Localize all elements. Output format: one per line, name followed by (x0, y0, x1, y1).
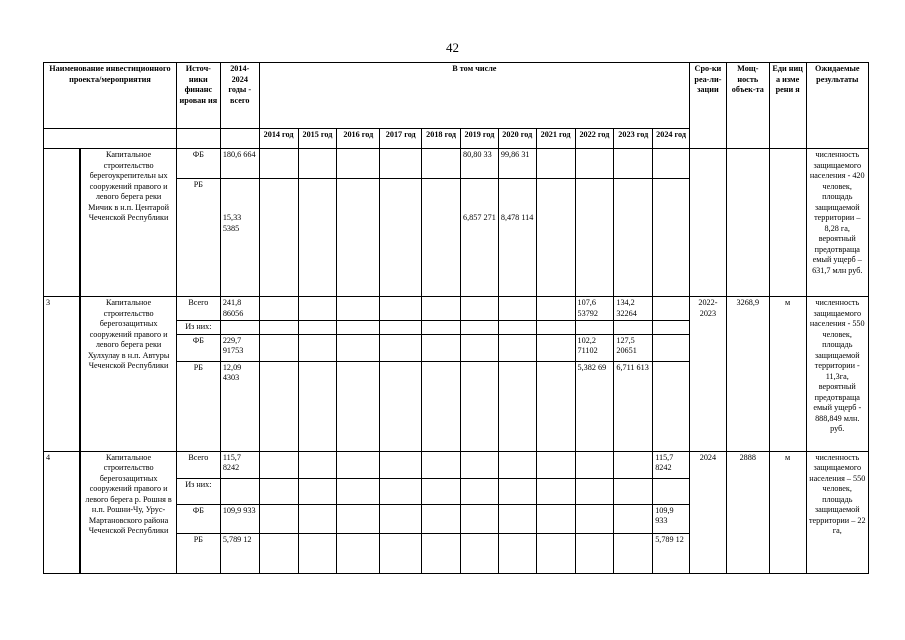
header-total: 2014-2024 годы - всего (220, 63, 259, 129)
source-cell: Всего (176, 297, 220, 321)
value-2020: 8,478 114 (498, 179, 536, 297)
total-cell: 180,6 664 (220, 149, 259, 179)
source-cell: ФБ (176, 149, 220, 179)
results-cell: численность защищаемого населения - 550 человек, площадь защищаемой территории - 11,3га, вероятный предотвраща емый ущерб - 888,849 млн. руб. (806, 297, 868, 452)
header-including: В том числе (259, 63, 689, 129)
value-2020: 99,86 31 (498, 149, 536, 179)
total-cell: 109,9 933 (220, 504, 259, 533)
value-2024: 5,789 12 (653, 533, 690, 573)
source-cell: Всего (176, 451, 220, 478)
header-blank (44, 129, 177, 149)
year-header: 2015 год (298, 129, 337, 149)
row-number-cell (44, 149, 81, 297)
row-number: 4 (44, 451, 81, 573)
capacity-cell: 3268,9 (726, 297, 769, 452)
value-2023: 134,2 32264 (614, 297, 653, 321)
value-2023: 127,5 20651 (614, 334, 653, 361)
unit-cell: м (769, 451, 806, 573)
year-header: 2021 год (536, 129, 575, 149)
terms-cell: 2024 (690, 451, 727, 573)
year-header: 2017 год (380, 129, 422, 149)
value-2023: 6,711 613 (614, 361, 653, 451)
value-2022: 102,2 71102 (575, 334, 614, 361)
header-source: Источ-ники финанс ирован ия (176, 63, 220, 129)
header-terms: Сро-ки реа-ли-зации (690, 63, 727, 149)
source-cell: Из них: (176, 321, 220, 335)
source-cell: РБ (176, 533, 220, 573)
results-cell: численность защищаемого населения - 420 человек, площадь защищаемой территории – 8,28 га, вероятный предотвраща емый ущерб – 631,7 млн руб. (806, 149, 868, 297)
value-2022: 5,382 69 (575, 361, 614, 451)
header-unit: Еди ниц а изме рени я (769, 63, 806, 149)
terms-cell: 2022-2023 (690, 297, 727, 452)
project-name: Капитальное строительство берегозащитных сооружений правого и левого берега реки Хулхулау в н.п. Автуры Чеченской Республики (80, 297, 176, 452)
page-number: 42 (446, 40, 459, 55)
year-header: 2022 год (575, 129, 614, 149)
value-2019: 6,857 271 (461, 179, 499, 297)
value-2024: 109,9 933 (653, 504, 690, 533)
year-header: 2014 год (259, 129, 298, 149)
year-header: 2023 год (614, 129, 653, 149)
header-name: Наименование инвестиционного проекта/мероприятия (44, 63, 177, 129)
value-2024: 115,7 8242 (653, 451, 690, 478)
value-2022: 107,6 53792 (575, 297, 614, 321)
source-cell: ФБ (176, 504, 220, 533)
total-cell: 241,8 86056 (220, 297, 259, 321)
capacity-cell: 2888 (726, 451, 769, 573)
total-cell: 15,33 5385 (220, 179, 259, 297)
source-cell: ФБ (176, 334, 220, 361)
source-cell: РБ (176, 179, 220, 297)
header-blank (176, 129, 220, 149)
source-cell: РБ (176, 361, 220, 451)
total-cell: 115,7 8242 (220, 451, 259, 478)
header-results: Ожидаемые результаты (806, 63, 868, 149)
year-header: 2020 год (498, 129, 536, 149)
project-name: Капитальное строительство берегозащитных сооружений правого и левого берега р. Рошня в н.п. Рошни-Чу, Урус-Мартановского района Чеченской Республики (80, 451, 176, 573)
total-cell: 12,09 4303 (220, 361, 259, 451)
investment-table (43, 62, 869, 574)
value-2019: 80,80 33 (461, 149, 499, 179)
total-cell: 229,7 91753 (220, 334, 259, 361)
source-cell: Из них: (176, 478, 220, 504)
header-blank (220, 129, 259, 149)
row-number: 3 (44, 297, 81, 452)
total-cell: 5,789 12 (220, 533, 259, 573)
unit-cell: м (769, 297, 806, 452)
header-capacity: Мощ-ность объек-та (726, 63, 769, 149)
year-header: 2018 год (422, 129, 461, 149)
project-name: Капитальное строительство берегоукрепительн ых сооружений правого и левого берега реки Мичик в н.п. Центарой Чеченской Республики (80, 149, 176, 297)
year-header: 2016 год (337, 129, 380, 149)
year-header: 2019 год (461, 129, 499, 149)
results-cell: численность защищаемого населения – 550 человек, площадь защищаемой территории – 22 га, (806, 451, 868, 573)
year-header: 2024 год (653, 129, 690, 149)
